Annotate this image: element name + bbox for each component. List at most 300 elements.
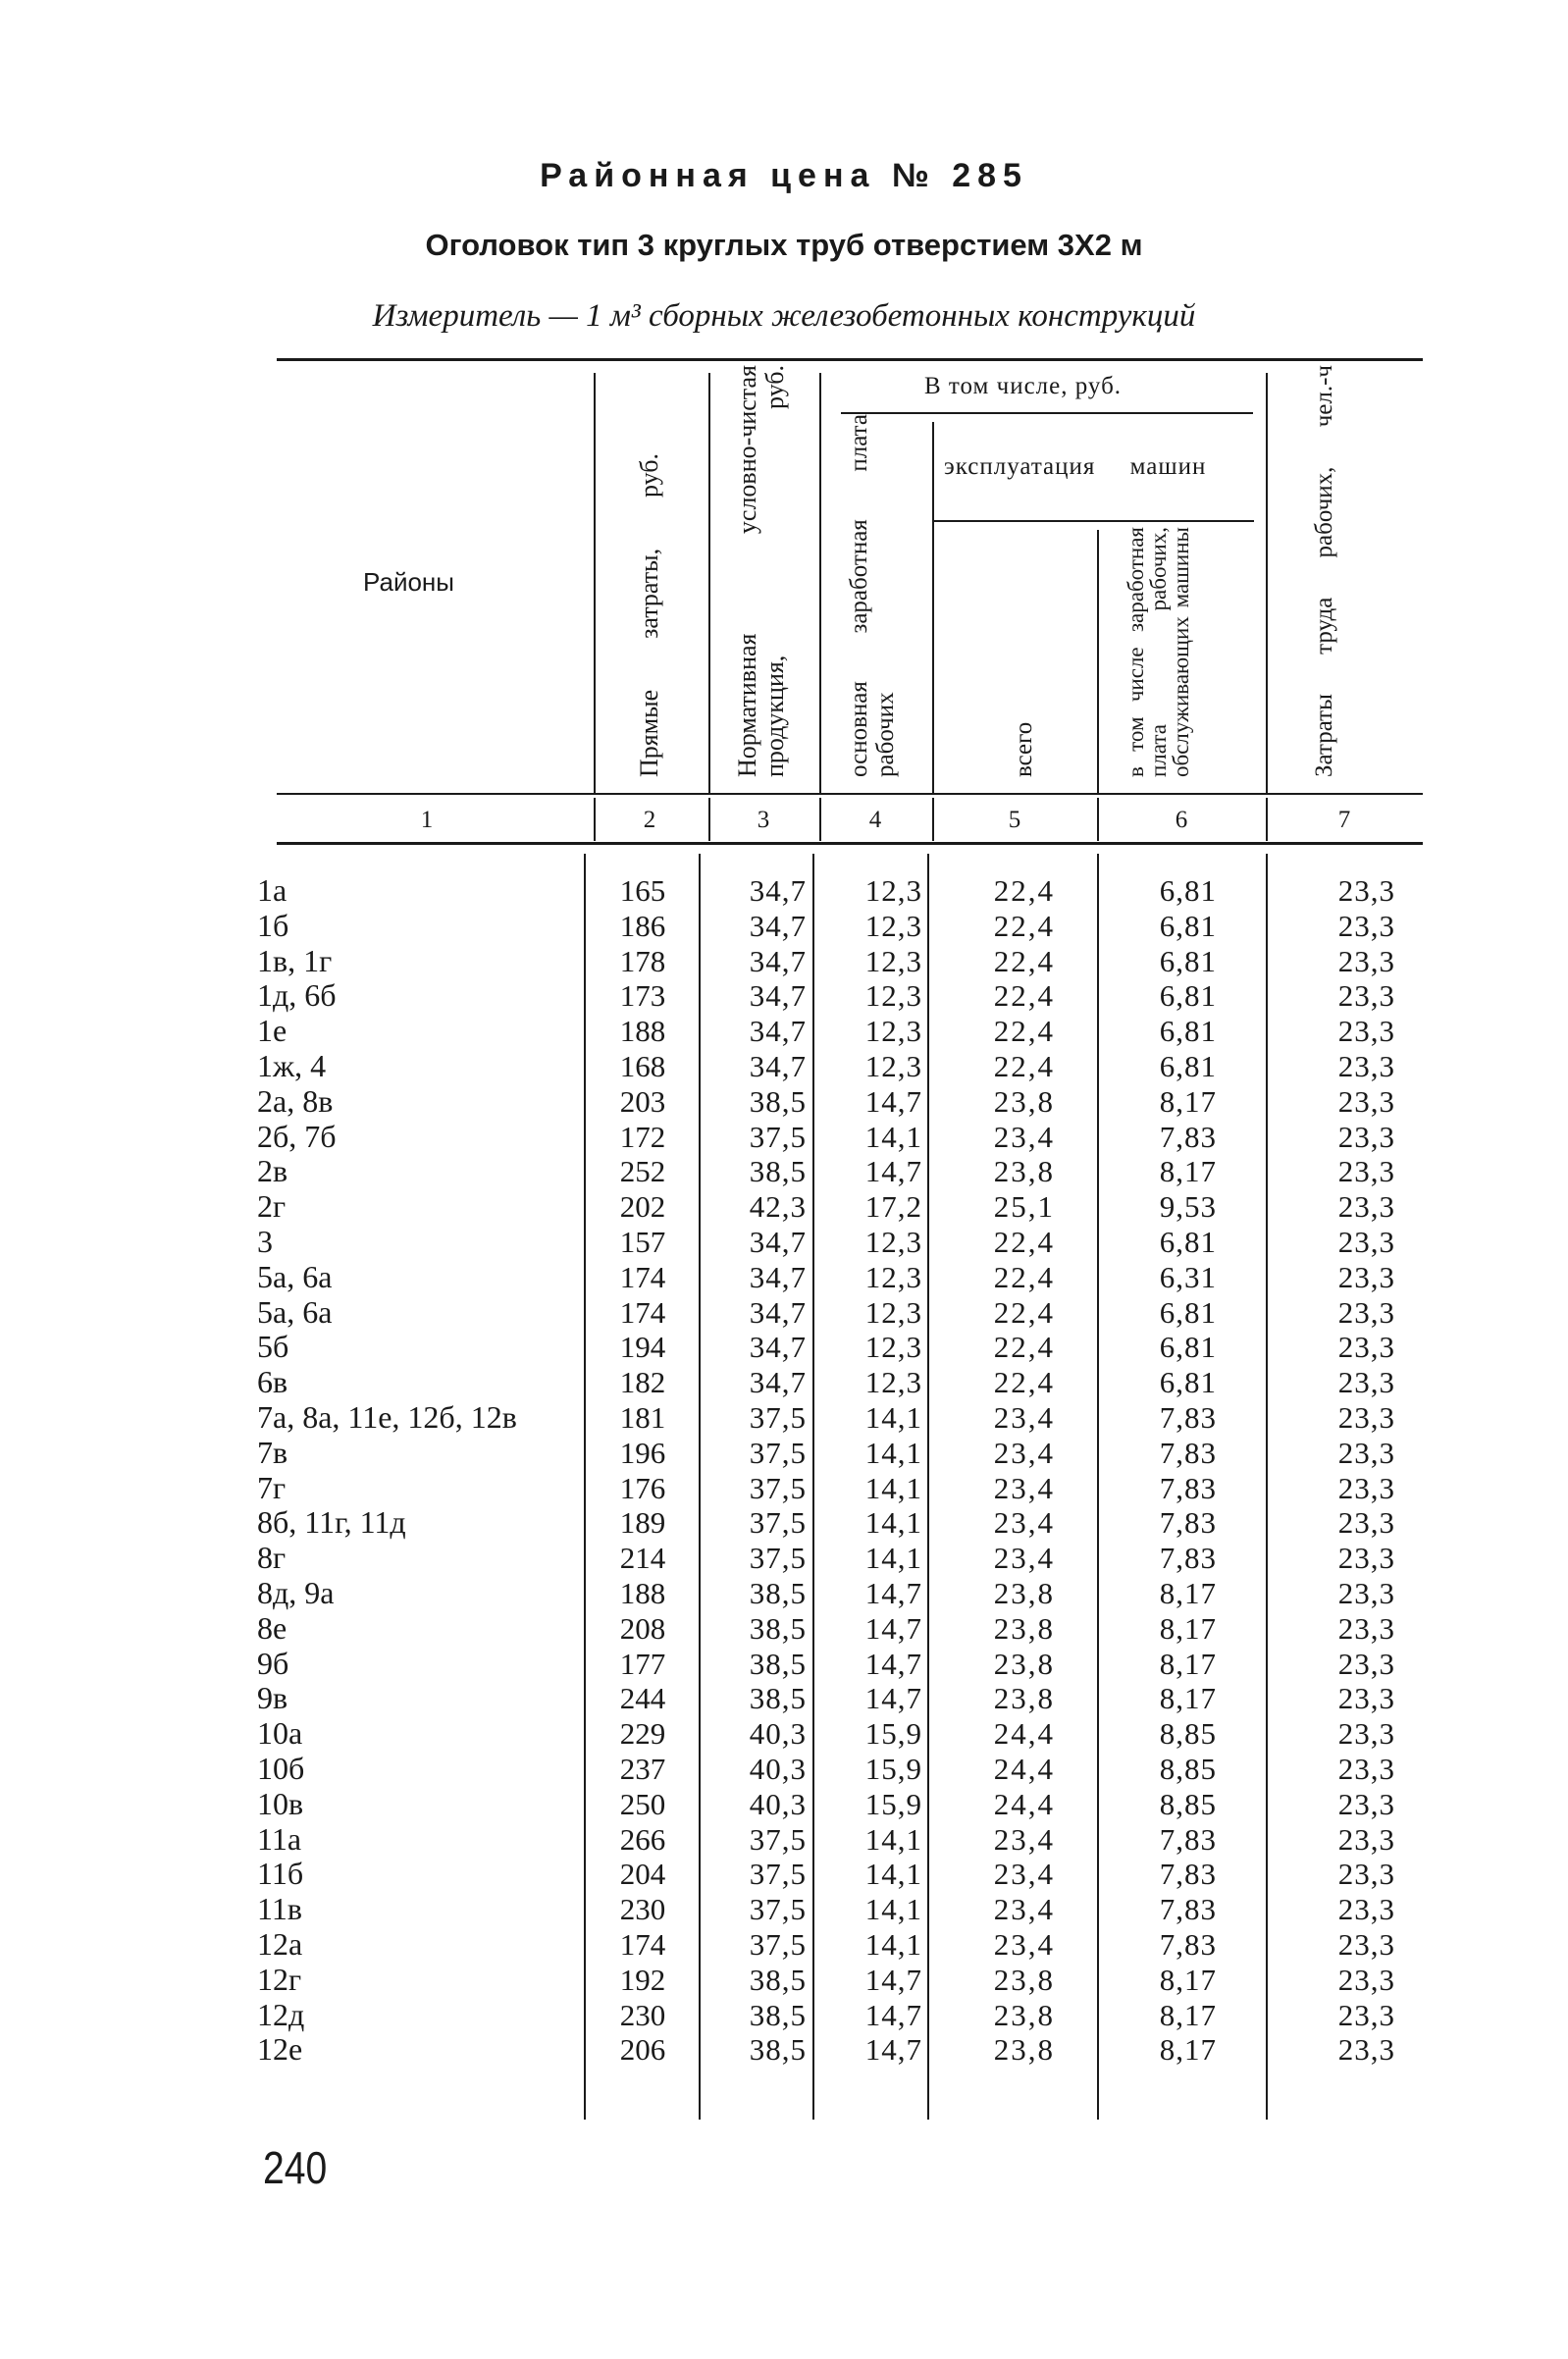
value-cell: 8,85 [1159,1786,1217,1821]
district-cell: 8е [257,1609,287,1646]
value-cell: 7,83 [1159,1821,1217,1857]
district-cell: 10б [257,1750,305,1786]
value-cell: 181 [619,1399,666,1435]
value-cell: 34,7 [749,908,807,943]
table-row [0,1822,1568,1858]
value-cell: 34,7 [749,873,807,908]
value-cell: 23,3 [1337,1189,1395,1225]
value-cell: 25,1 [993,1189,1055,1225]
value-cell: 6,81 [1159,873,1217,908]
value-cell: 14,1 [864,1119,922,1154]
table-row [0,1787,1568,1822]
value-cell: 23,8 [993,1610,1055,1646]
value-cell: 177 [619,1646,666,1681]
value-cell: 37,5 [749,1119,807,1154]
table-row [0,1260,1568,1295]
table-row [0,1892,1568,1927]
value-cell: 14,1 [864,1821,922,1857]
value-cell: 12,3 [864,1365,922,1400]
value-cell: 23,3 [1337,1119,1395,1154]
header-machine-operation: эксплуатация машин [944,453,1207,480]
table-row [0,1295,1568,1331]
colnum-3: 3 [757,807,770,833]
colnum-5: 5 [1008,807,1021,833]
value-cell: 8,17 [1159,1083,1217,1119]
table-row [0,1225,1568,1260]
page-subtitle: Оголовок тип 3 круглых труб отверстием 3X2 м [425,228,1143,262]
district-cell: 9б [257,1645,289,1681]
value-cell: 22,4 [993,908,1055,943]
value-cell: 206 [619,2032,666,2068]
value-cell: 6,81 [1159,978,1217,1014]
header-divider-5 [1097,530,1099,793]
value-cell: 22,4 [993,873,1055,908]
header-bottom-rule [277,793,1423,795]
value-cell: 8,17 [1159,1154,1217,1189]
value-cell: 12,3 [864,1048,922,1083]
value-cell: 38,5 [749,2032,807,2068]
district-cell: 1в, 1г [257,942,333,978]
colnum-divider-3 [819,798,821,841]
header-divider-6 [1266,373,1268,793]
value-cell: 37,5 [749,1892,807,1927]
value-cell: 23,3 [1337,873,1395,908]
colnum-6: 6 [1175,807,1188,833]
table-row [0,909,1568,944]
value-cell: 22,4 [993,1365,1055,1400]
value-cell: 196 [619,1435,666,1470]
value-cell: 23,8 [993,1646,1055,1681]
value-cell: 14,1 [864,1435,922,1470]
value-cell: 23,3 [1337,1470,1395,1505]
table-row [0,1400,1568,1436]
value-cell: 8,85 [1159,1751,1217,1786]
value-cell: 22,4 [993,1224,1055,1259]
value-cell: 165 [619,873,666,908]
value-cell: 14,7 [864,1154,922,1189]
district-cell: 2а, 8в [257,1082,334,1119]
value-cell: 23,4 [993,1857,1055,1892]
value-cell: 23,3 [1337,1786,1395,1821]
value-cell: 38,5 [749,1575,807,1610]
value-cell: 37,5 [749,1857,807,1892]
value-cell: 23,3 [1337,1014,1395,1049]
value-cell: 14,7 [864,1610,922,1646]
value-cell: 182 [619,1365,666,1400]
value-cell: 203 [619,1083,666,1119]
value-cell: 34,7 [749,1365,807,1400]
table-row [0,1681,1568,1716]
page-title: Районная цена № 285 [540,157,1028,194]
value-cell: 23,3 [1337,1575,1395,1610]
value-cell: 23,3 [1337,2032,1395,2068]
value-cell: 23,3 [1337,1435,1395,1470]
value-cell: 37,5 [749,1470,807,1505]
table-row [0,1998,1568,2033]
district-cell: 1е [257,1013,287,1049]
header-divider-3 [819,373,821,793]
value-cell: 186 [619,908,666,943]
table-row [0,1716,1568,1752]
colnum-divider-6 [1266,798,1268,841]
value-cell: 22,4 [993,1259,1055,1294]
value-cell: 14,1 [864,1926,922,1962]
value-cell: 178 [619,943,666,978]
value-cell: 174 [619,1926,666,1962]
value-cell: 34,7 [749,1014,807,1049]
district-cell: 7в [257,1434,288,1470]
value-cell: 174 [619,1259,666,1294]
value-cell: 37,5 [749,1435,807,1470]
value-cell: 14,1 [864,1541,922,1576]
value-cell: 23,3 [1337,1892,1395,1927]
table-row [0,978,1568,1014]
value-cell: 12,3 [864,873,922,908]
value-cell: 12,3 [864,1294,922,1330]
value-cell: 23,4 [993,1470,1055,1505]
value-cell: 244 [619,1681,666,1716]
value-cell: 23,3 [1337,1681,1395,1716]
value-cell: 14,7 [864,1575,922,1610]
header-base-wages: основная заработная плата рабочих [846,414,899,777]
value-cell: 23,8 [993,1962,1055,1997]
value-cell: 7,83 [1159,1399,1217,1435]
colnum-2: 2 [643,807,656,833]
value-cell: 14,1 [864,1470,922,1505]
value-cell: 22,4 [993,978,1055,1014]
header-machine-wages: в том числе заработная плата рабочих, обслуживающих машины [1124,527,1193,777]
district-cell: 7г [257,1469,287,1505]
value-cell: 37,5 [749,1505,807,1541]
value-cell: 202 [619,1189,666,1225]
header-divider-2 [708,373,710,793]
table-row [0,1752,1568,1787]
value-cell: 12,3 [864,978,922,1014]
value-cell: 174 [619,1294,666,1330]
value-cell: 34,7 [749,1330,807,1365]
value-cell: 42,3 [749,1189,807,1225]
colnum-divider-5 [1097,798,1099,841]
district-cell: 10в [257,1785,304,1821]
district-cell: 7а, 8а, 11е, 12б, 12в [257,1398,517,1435]
value-cell: 22,4 [993,1330,1055,1365]
value-cell: 14,7 [864,2032,922,2068]
value-cell: 15,9 [864,1716,922,1752]
district-cell: 8г [257,1540,287,1576]
district-cell: 1б [257,907,289,943]
value-cell: 23,8 [993,1575,1055,1610]
value-cell: 14,7 [864,1646,922,1681]
value-cell: 7,83 [1159,1857,1217,1892]
district-cell: 10а [257,1715,303,1752]
value-cell: 237 [619,1751,666,1786]
value-cell: 24,4 [993,1751,1055,1786]
value-cell: 15,9 [864,1751,922,1786]
value-cell: 189 [619,1505,666,1541]
district-cell: 2б, 7б [257,1118,337,1154]
table-row [0,1436,1568,1471]
district-cell: 12а [257,1925,303,1962]
value-cell: 23,8 [993,1083,1055,1119]
header-including: В том числе, руб. [924,373,1123,399]
value-cell: 34,7 [749,1259,807,1294]
table-row [0,873,1568,909]
value-cell: 7,83 [1159,1926,1217,1962]
header-machine-total: всего [1011,721,1037,777]
value-cell: 6,81 [1159,943,1217,978]
value-cell: 38,5 [749,1083,807,1119]
value-cell: 34,7 [749,1224,807,1259]
value-cell: 14,7 [864,1681,922,1716]
value-cell: 37,5 [749,1541,807,1576]
value-cell: 23,8 [993,1681,1055,1716]
value-cell: 12,3 [864,943,922,978]
value-cell: 23,3 [1337,978,1395,1014]
table-row [0,1154,1568,1189]
value-cell: 23,3 [1337,1751,1395,1786]
value-cell: 23,3 [1337,1365,1395,1400]
value-cell: 157 [619,1224,666,1259]
value-cell: 23,4 [993,1541,1055,1576]
value-cell: 250 [619,1786,666,1821]
value-cell: 23,3 [1337,1505,1395,1541]
header-rule-including [841,412,1253,414]
district-cell: 12г [257,1961,302,1997]
value-cell: 9,53 [1159,1189,1217,1225]
district-cell: 5а, 6а [257,1258,333,1294]
value-cell: 23,4 [993,1435,1055,1470]
value-cell: 8,17 [1159,1646,1217,1681]
table-top-rule [277,358,1423,361]
value-cell: 23,8 [993,1997,1055,2032]
page-number: 240 [263,2142,328,2193]
table-row [0,1084,1568,1120]
district-cell: 1д, 6б [257,977,337,1014]
table-row [0,1049,1568,1084]
value-cell: 208 [619,1610,666,1646]
value-cell: 6,81 [1159,1365,1217,1400]
district-cell: 1ж, 4 [257,1047,327,1083]
value-cell: 22,4 [993,1048,1055,1083]
value-cell: 23,3 [1337,1083,1395,1119]
value-cell: 23,3 [1337,1224,1395,1259]
value-cell: 214 [619,1541,666,1576]
district-cell: 3 [257,1223,273,1259]
colnum-1: 1 [420,807,434,833]
value-cell: 23,3 [1337,1610,1395,1646]
value-cell: 15,9 [864,1786,922,1821]
table-row [0,1541,1568,1576]
value-cell: 23,3 [1337,1646,1395,1681]
value-cell: 7,83 [1159,1435,1217,1470]
value-cell: 23,3 [1337,943,1395,978]
district-cell: 12д [257,1996,305,2032]
district-cell: 8б, 11г, 11д [257,1504,406,1541]
value-cell: 38,5 [749,1681,807,1716]
value-cell: 38,5 [749,1962,807,1997]
value-cell: 40,3 [749,1751,807,1786]
value-cell: 8,17 [1159,1962,1217,1997]
header-norm-production: Нормативная условно-чистая продукция, руб. [733,365,790,777]
value-cell: 23,4 [993,1505,1055,1541]
table-row [0,1857,1568,1892]
value-cell: 23,4 [993,1399,1055,1435]
value-cell: 23,3 [1337,1259,1395,1294]
value-cell: 12,3 [864,1259,922,1294]
header-districts: Районы [363,567,454,597]
value-cell: 23,3 [1337,1294,1395,1330]
value-cell: 204 [619,1857,666,1892]
value-cell: 7,83 [1159,1892,1217,1927]
value-cell: 40,3 [749,1786,807,1821]
colnum-divider-4 [932,798,934,841]
table-row [0,1611,1568,1647]
value-cell: 38,5 [749,1646,807,1681]
value-cell: 8,17 [1159,2032,1217,2068]
value-cell: 34,7 [749,1294,807,1330]
table-row [0,1014,1568,1049]
value-cell: 14,1 [864,1892,922,1927]
value-cell: 188 [619,1575,666,1610]
value-cell: 22,4 [993,1014,1055,1049]
value-cell: 8,85 [1159,1716,1217,1752]
table-row [0,1189,1568,1225]
value-cell: 23,3 [1337,1962,1395,1997]
value-cell: 38,5 [749,1154,807,1189]
value-cell: 230 [619,1892,666,1927]
unit-of-measure: Измеритель — 1 м³ сборных железобетонных конструкций [372,298,1196,334]
colnum-divider-1 [594,798,596,841]
value-cell: 6,81 [1159,1294,1217,1330]
value-cell: 12,3 [864,1330,922,1365]
value-cell: 34,7 [749,943,807,978]
district-cell: 12е [257,2031,303,2068]
value-cell: 6,81 [1159,908,1217,943]
value-cell: 176 [619,1470,666,1505]
header-divider-4 [932,422,934,793]
district-cell: 2в [257,1153,288,1189]
value-cell: 38,5 [749,1610,807,1646]
value-cell: 23,3 [1337,1857,1395,1892]
value-cell: 168 [619,1048,666,1083]
colnum-7: 7 [1337,807,1351,833]
value-cell: 34,7 [749,978,807,1014]
value-cell: 40,3 [749,1716,807,1752]
value-cell: 23,3 [1337,1926,1395,1962]
value-cell: 6,81 [1159,1048,1217,1083]
table-row [0,1576,1568,1611]
value-cell: 7,83 [1159,1505,1217,1541]
value-cell: 192 [619,1962,666,1997]
district-cell: 5б [257,1329,289,1365]
header-direct-costs: Прямые затраты, руб. [635,453,663,777]
value-cell: 172 [619,1119,666,1154]
table-row [0,2032,1568,2068]
value-cell: 23,8 [993,1154,1055,1189]
table-row [0,1471,1568,1506]
value-cell: 7,83 [1159,1119,1217,1154]
district-cell: 5а, 6а [257,1293,333,1330]
table-row [0,1927,1568,1963]
value-cell: 6,81 [1159,1014,1217,1049]
value-cell: 188 [619,1014,666,1049]
table-row [0,944,1568,979]
district-cell: 9в [257,1680,288,1716]
header-divider-1 [594,373,596,793]
value-cell: 7,83 [1159,1470,1217,1505]
header-labor: Затраты труда рабочих, чел.-ч [1311,365,1337,777]
district-cell: 11а [257,1820,302,1857]
colnum-4: 4 [868,807,882,833]
value-cell: 23,3 [1337,1821,1395,1857]
value-cell: 23,3 [1337,1048,1395,1083]
value-cell: 23,3 [1337,1399,1395,1435]
value-cell: 23,4 [993,1821,1055,1857]
value-cell: 8,17 [1159,1997,1217,2032]
value-cell: 12,3 [864,908,922,943]
value-cell: 6,31 [1159,1259,1217,1294]
district-cell: 2г [257,1188,287,1225]
value-cell: 22,4 [993,943,1055,978]
value-cell: 23,3 [1337,1330,1395,1365]
colnum-divider-2 [708,798,710,841]
value-cell: 23,8 [993,2032,1055,2068]
table-row [0,1120,1568,1155]
table-row [0,1647,1568,1682]
value-cell: 23,4 [993,1119,1055,1154]
table-body [0,873,1568,2068]
district-cell: 11в [257,1891,302,1927]
table-row [0,1505,1568,1541]
value-cell: 23,4 [993,1926,1055,1962]
value-cell: 194 [619,1330,666,1365]
value-cell: 8,17 [1159,1681,1217,1716]
table-row [0,1365,1568,1400]
value-cell: 14,7 [864,1997,922,2032]
value-cell: 14,1 [864,1505,922,1541]
value-cell: 229 [619,1716,666,1752]
value-cell: 34,7 [749,1048,807,1083]
value-cell: 23,3 [1337,908,1395,943]
column-numbers-rule [277,842,1423,845]
value-cell: 173 [619,978,666,1014]
value-cell: 252 [619,1154,666,1189]
district-cell: 8д, 9а [257,1574,335,1610]
district-cell: 11б [257,1856,304,1892]
value-cell: 6,81 [1159,1330,1217,1365]
value-cell: 8,17 [1159,1610,1217,1646]
value-cell: 7,83 [1159,1541,1217,1576]
value-cell: 6,81 [1159,1224,1217,1259]
value-cell: 230 [619,1997,666,2032]
value-cell: 23,3 [1337,1997,1395,2032]
value-cell: 12,3 [864,1014,922,1049]
value-cell: 22,4 [993,1294,1055,1330]
district-cell: 6в [257,1364,288,1400]
value-cell: 24,4 [993,1716,1055,1752]
value-cell: 24,4 [993,1786,1055,1821]
value-cell: 23,4 [993,1892,1055,1927]
district-cell: 1а [257,872,287,908]
value-cell: 12,3 [864,1224,922,1259]
value-cell: 17,2 [864,1189,922,1225]
value-cell: 14,7 [864,1083,922,1119]
value-cell: 23,3 [1337,1154,1395,1189]
table-row [0,1963,1568,1998]
value-cell: 266 [619,1821,666,1857]
value-cell: 14,1 [864,1857,922,1892]
value-cell: 14,1 [864,1399,922,1435]
